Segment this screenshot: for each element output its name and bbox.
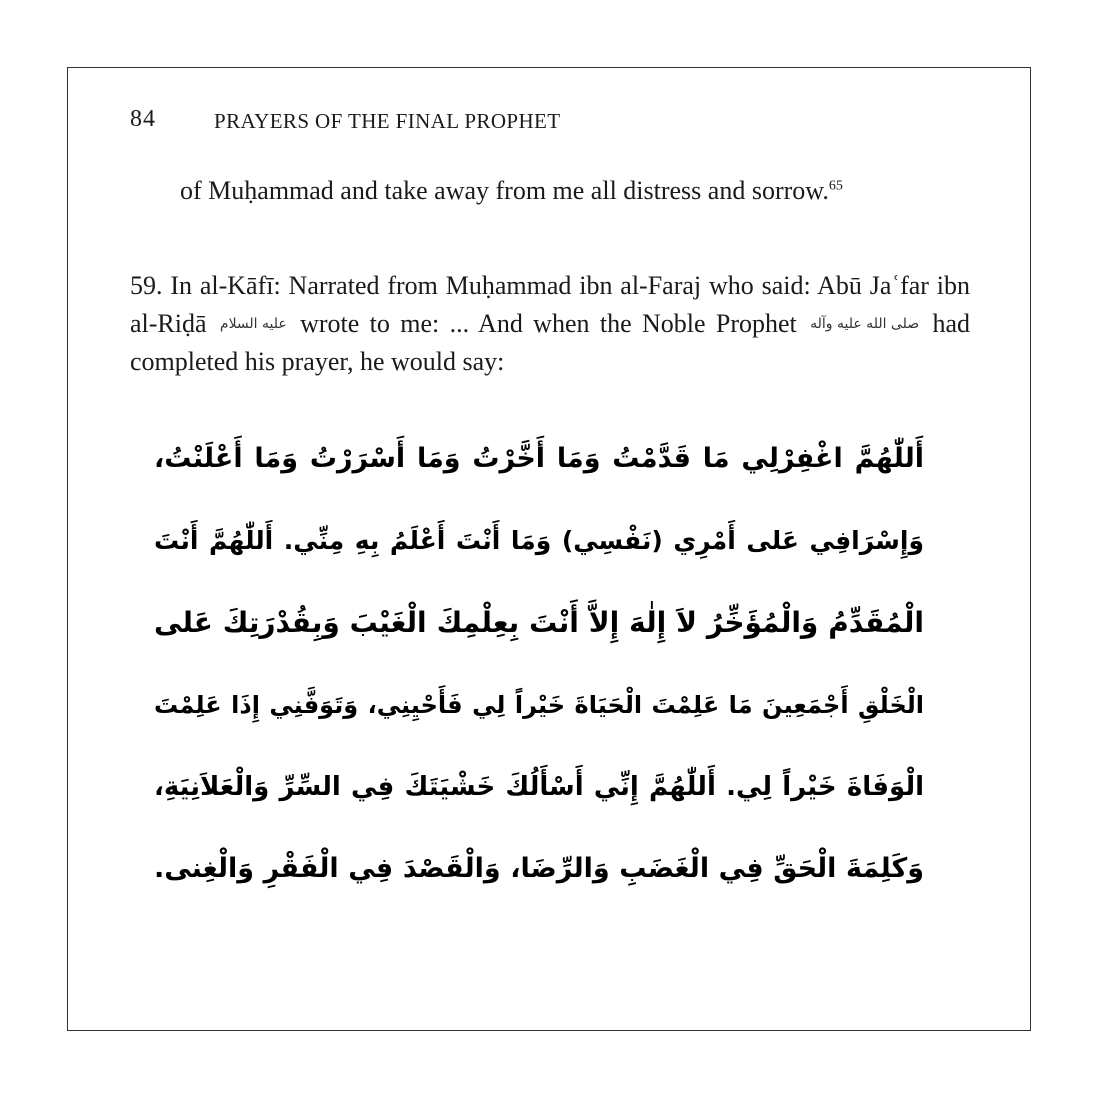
running-head [130,106,990,138]
continued-text: of Muḥammad and take away from me all distress and sorrow. [180,176,829,205]
arabic-supplication [154,418,924,910]
running-title: PRAYERS OF THE FINAL PROPHET [214,109,561,133]
narration-paragraph [130,267,970,381]
narration-text-3: had completed his prayer, he would say: [130,309,971,376]
arabic-line: وَإِسْرَافِي عَلى أَمْرِي (نَفْسِي) وَمَا أَنْتَ أَعْلَمُ بِهِ مِنِّي. أَللّٰهُمَّ أَنْتَ [154,526,924,555]
narration-text-1: 59. In al-Kāfī: Narrated from Muḥammad ibn al-Faraj who said: Abū Jaʿfar ibn al-Riḍā [130,271,970,338]
arabic-line: الْمُقَدِّمُ وَالْمُؤَخِّرُ لاَ إِلٰهَ إِلاَّ أَنْتَ بِعِلْمِكَ الْغَيْبَ وَبِقُدْرَتِكَ عَلى [154,606,924,639]
honorific-calligraphy-2: صلى الله عليه وآله [810,316,920,332]
honorific-calligraphy-1: عليه السلام [219,316,287,332]
arabic-line: الْخَلْقِ أَجْمَعِينَ مَا عَلِمْتَ الْحَيَاةَ خَيْراً لِي فَأَحْيِنِي، وَتَوَفَّنِي إِذَا عَلِمْتَ [154,691,924,719]
arabic-line: وَكَلِمَةَ الْحَقِّ فِي الْغَضَبِ وَالرِّضَا، وَالْقَصْدَ فِي الْفَقْرِ وَالْغِنى. [154,853,924,884]
footnote-marker[interactable]: 65 [828,178,843,194]
page-number: 84 [130,106,156,132]
arabic-line: أَللّٰهُمَّ اغْفِرْلِي مَا قَدَّمْتُ وَمَا أَخَّرْتُ وَمَا أَسْرَرْتُ وَمَا أَعْلَنْتُ، [154,443,924,474]
page-frame [67,67,1031,1031]
arabic-line: الْوَفَاةَ خَيْراً لِي. أَللّٰهُمَّ إِنِّي أَسْأَلُكَ خَشْيَتَكَ فِي السِّرِّ وَالْعَلاَنِيَةِ، [154,772,924,802]
continued-paragraph [180,172,920,210]
narration-text-2: wrote to me: ... And when the Noble Prophet [300,309,797,338]
